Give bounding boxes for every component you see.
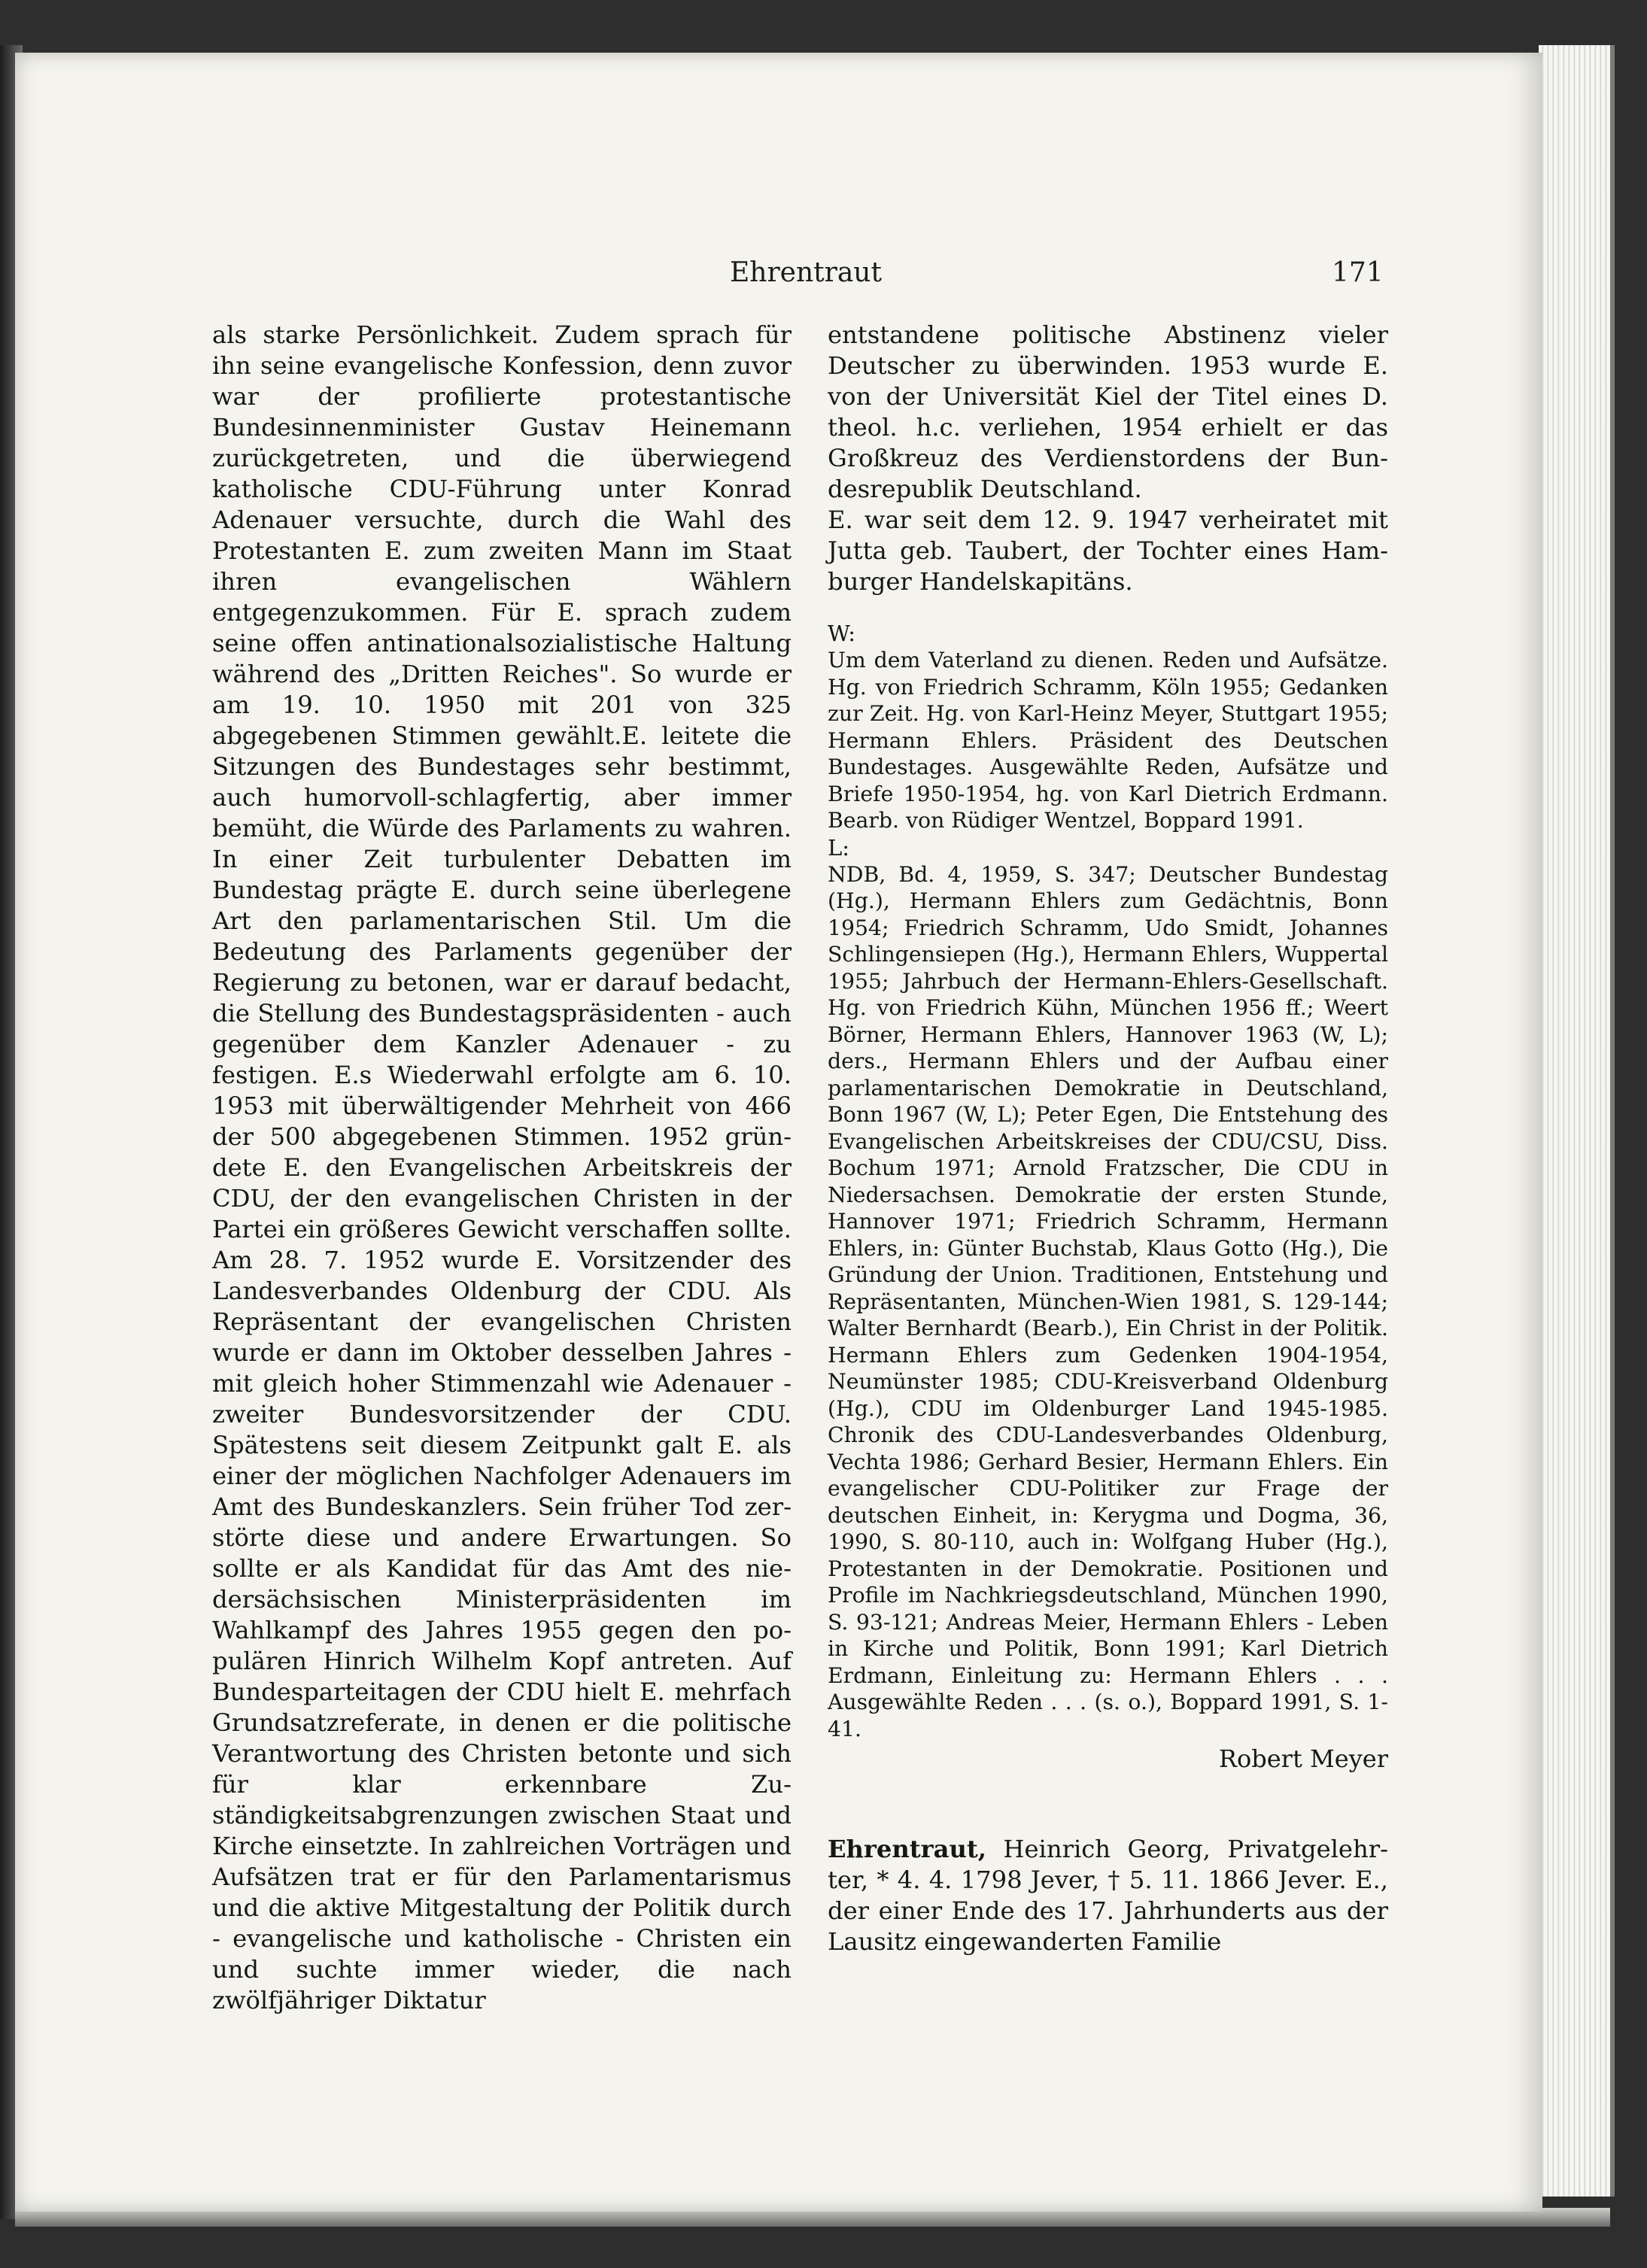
works-label: W: xyxy=(828,621,856,646)
next-entry xyxy=(828,1834,1388,1957)
literature-list: NDB, Bd. 4, 1959, S. 347; Deutscher Bundestag (Hg.), Hermann Ehlers zum Gedächtnis, Bonn 1954; Friedrich Schramm, Udo Smidt, Johannes Schlingensiepen (Hg.), Hermann Ehlers, Wuppertal 1955; Jahrbuch der Hermann-Ehlers-Gesellschaft. Hg. von Friedrich Kühn, München 1956 ff.; Weert Börner, Hermann Ehlers, Hannover 1963 (W, L); ders., Hermann Ehlers und der Aufbau einer parlamentarischen Demokratie in Deutschland, Bonn 1967 (W, L); Peter Egen, Die Entstehung des Evangelischen Arbeitskreises der CDU/CSU, Diss. Bochum 1971; Arnold Fratzscher, Die CDU in Niedersachsen. Demokratie der ersten Stunde, Hannover 1971; Friedrich Schramm, Hermann Ehlers, in: Günter Buchstab, Klaus Gotto (Hg.), Die Gründung der Union. Traditionen, Entstehung und Repräsentanten, München-Wien 1981, S. 129-144; Walter Bernhardt (Bearb.), Ein Christ in der Politik. Hermann Ehlers zum Gedenken 1904-1954, Neumünster 1985; CDU-Kreisverband Oldenburg (Hg.), CDU im Oldenburger Land 1945-1985. Chronik des CDU-Landesverbandes Oldenburg, Vechta 1986; Gerhard Besier, Hermann Ehlers. Ein evangelischer CDU-Politiker zur Frage der deutschen Einheit, in: Kerygma und Dogma, 36, 1990, S. 80-110, auch in: Wolfgang Huber (Hg.), Protestanten in der Demokratie. Positionen und Profile im Nachkriegsdeutschland, München 1990, S. 93-121; Andreas Meier, Hermann Ehlers - Leben in Kirche und Politik, Bonn 1991; Karl Dietrich Erdmann, Einleitung zu: Hermann Ehlers . . . Ausgewählte Reden . . . (s. o.), Boppard 1991, S. 1-41. xyxy=(828,861,1388,1741)
article-author: Robert Meyer xyxy=(1218,1744,1388,1773)
left-column-text: als starke Persönlichkeit. Zudem sprach für ihn seine evangelische Konfession, denn zuvor war der profilierte protestantische Bundesinnenminister Gustav Heinemann zurückgetreten, und die überwiegend katholische CDU-Führung unter Konrad Adenauer versuchte, durch die Wahl des Protestanten E. zum zweiten Mann im Staat ihren evangelischen Wählern entgegenzukommen. Für E. sprach zudem seine offen antinationalsozialistische Haltung während des „Dritten Reiches". So wurde er am 19. 10. 1950 mit 201 von 325 abgegebenen Stimmen gewählt.E. leitete die Sitzungen des Bundestages sehr bestimmt, auch humorvoll-schlagfertig, aber immer bemüht, die Würde des Parlaments zu wahren. In einer Zeit turbulenter Debatten im Bundestag prägte E. durch seine überlegene Art den parlamentarischen Stil. Um die Bedeutung des Parlaments gegenüber der Regierung zu betonen, war er darauf bedacht, die Stellung des Bundestagspräsidenten - auch gegenüber dem Kanzler Adenauer - zu festigen. E.s Wiederwahl erfolgte am 6. 10. 1953 mit überwältigender Mehrheit von 466 der 500 abgegebenen Stimmen. 1952 gründete E. den Evangelischen Arbeitskreis der CDU, der den evangelischen Christen in der Partei ein größeres Gewicht verschaffen sollte. Am 28. 7. 1952 wurde E. Vorsitzender des Landesverbandes Oldenburg der CDU. Als Repräsentant der evangelischen Christen wurde er dann im Oktober desselben Jahres - mit gleich hoher Stimmenzahl wie Adenauer - zweiter Bundesvorsitzender der CDU. Spätestens seit diesem Zeitpunkt galt E. als einer der möglichen Nachfolger Adenauers im Amt des Bundeskanzlers. Sein früher Tod zerstörte diese und andere Erwartungen. So sollte er als Kandidat für das Amt des niedersächsischen Ministerpräsidenten im Wahlkampf des Jahres 1955 gegen den populären Hinrich Wilhelm Kopf antreten. Auf Bundesparteitagen der CDU hielt E. mehrfach Grundsatzreferate, in denen er die politische Verantwortung des Christen betonte und sich für klar erkennbare Zuständigkeitsabgrenzungen zwischen Staat und Kirche einsetzte. In zahlreichen Vorträgen und Aufsätzen trat er für den Parlamentarismus und die aktive Mitgestaltung der Politik durch - evangelische und katholische - Christen ein und suchte immer wieder, die nach zwölfjähriger Diktatur xyxy=(212,320,792,2014)
page-number: 171 xyxy=(1332,257,1384,288)
entry-headword: Ehrentraut, xyxy=(828,1835,986,1863)
left-column xyxy=(212,320,792,2016)
page-stack-edges xyxy=(1539,45,1615,2197)
biography-paragraph: entstandene politische Abstinenz vieler Deutscher zu überwinden. 1953 wurde E. von der Universität Kiel der Titel eines D. theol. h.c. verliehen, 1954 erhielt er das Großkreuz des Verdienstordens der Bundesrepublik Deutschland. xyxy=(828,320,1388,503)
running-head: Ehrentraut xyxy=(730,257,882,288)
entry-text: Heinrich Georg, Privatgelehrter, * 4. 4. 1798 Jever, † 5. 11. 1866 Jever. E., der einer Ende des 17. Jahrhunderts aus der Lausitz eingewanderten Familie xyxy=(828,1835,1388,1956)
right-column xyxy=(828,320,1388,1957)
book-page xyxy=(15,53,1542,2212)
marriage-paragraph: E. war seit dem 12. 9. 1947 verheiratet mit Jutta geb. Taubert, der Tochter eines Hamburger Handelskapitäns. xyxy=(828,506,1388,596)
literature-label: L: xyxy=(828,834,850,861)
works-list: Um dem Vaterland zu dienen. Reden und Aufsätze. Hg. von Friedrich Schramm, Köln 1955; Gedanken zur Zeit. Hg. von Karl-Heinz Meyer, Stuttgart 1955; Hermann Ehlers. Präsident des Deutschen Bundestages. Ausgewählte Reden, Aufsätze und Briefe 1950-1954, hg. von Karl Dietrich Erdmann. Bearb. von Rüdiger Wentzel, Boppard 1991. xyxy=(828,648,1388,833)
